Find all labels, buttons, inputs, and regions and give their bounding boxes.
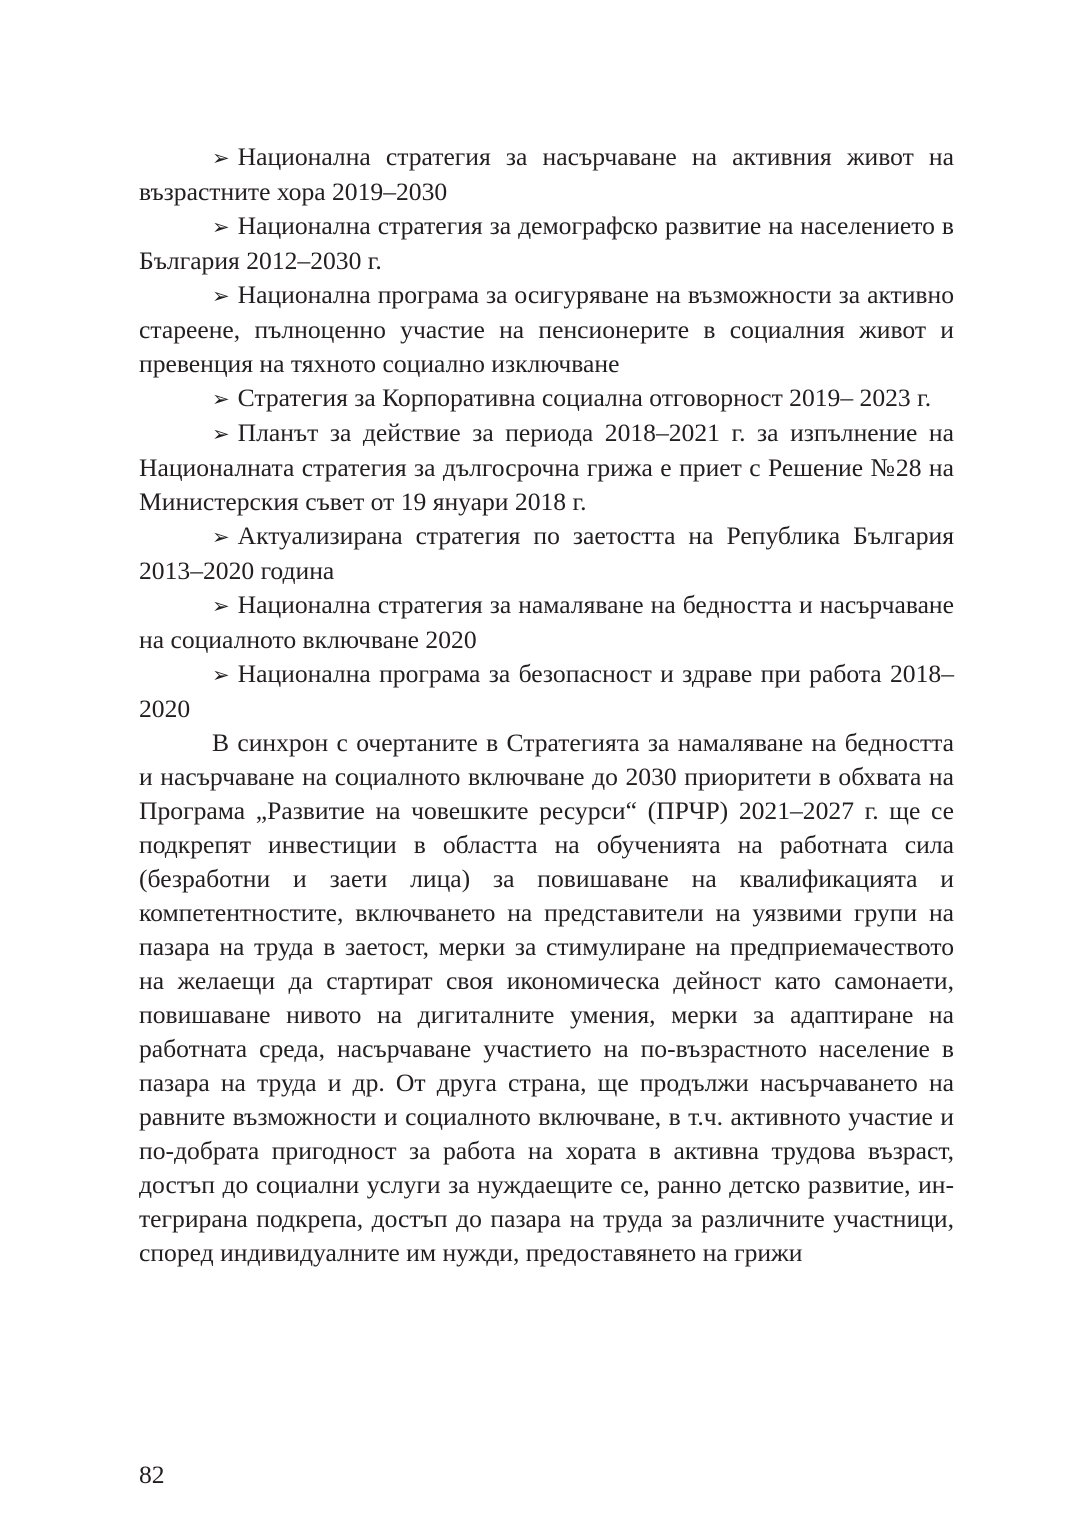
arrowhead-bullet-icon: ➢ [212, 422, 230, 446]
bullet-item-8 [139, 657, 954, 726]
bullet-text: Национална стратегия за насърчаване на активния живот на възрастните хора 2019–2030 [139, 142, 954, 206]
arrowhead-bullet-icon: ➢ [212, 663, 230, 687]
bullet-text: Стратегия за Корпоративна социална отговорност 2019– 2023 г. [237, 383, 932, 412]
bullet-text: Национална програма за безопасност и здраве при работа 2018–2020 [139, 659, 954, 723]
arrowhead-bullet-icon: ➢ [212, 525, 230, 549]
bullet-item-5 [139, 416, 954, 519]
arrowhead-bullet-icon: ➢ [212, 146, 230, 170]
bullet-item-4 [139, 381, 954, 416]
arrowhead-bullet-icon: ➢ [212, 284, 230, 308]
bullet-text: Актуализирана стратегия по заетостта на Република България 2013–2020 година [139, 521, 954, 585]
bullet-text: Планът за действие за периода 2018–2021 г. за изпълнение на Националната стратегия за дългосрочна грижа е приет с Решение №28 на Министерския съвет от 19 януари 2018 г. [139, 418, 954, 516]
page-number: 82 [139, 1460, 165, 1489]
page-content [139, 140, 954, 1270]
bullet-text: Национална стратегия за намаляване на бедността и насърчаване на социалното включване 2020 [139, 590, 954, 654]
bullet-item-7 [139, 588, 954, 657]
bullet-text: Национална програма за осигуряване на възможности за активно стареене, пълноценно участие на пенсионерите в социалния живот и превенция на тяхното социално изключване [139, 280, 954, 378]
bullet-item-6 [139, 519, 954, 588]
bullet-item-3 [139, 278, 954, 381]
arrowhead-bullet-icon: ➢ [212, 594, 230, 618]
body-paragraph: В синхрон с очертаните в Стратегията за намаляване на бедността и насърчаване на социалното включване до 2030 приоритети в обхвата на Програма „Развитие на човешките ресурси“ (ПРЧР) 2021–2027 г. ще се подкрепят инвестиции в областта на обученията на работната сила (безработни и заети лица) за повишаване на квалификацията и компетентностите, включването на представители на уязвими групи на пазара на труда в заетост, мерки за стимулиране на предприемачеството на желаещи да стартират своя икономическа дейност като самонаети, повишаване нивото на дигиталните умения, мерки за адаптиране на работната среда, насърчаване участието на по-възрастното население в пазара на труда и др. От друга страна, ще продължи насърчаването на равните възможности и социалното включване, в т.ч. активното участие и по-добрата пригодност за работа на хората в активна трудова възраст, достъп до социални услуги за нуждаещите се, ранно детско развитие, интегрирана подкрепа, достъп до пазара на труда за различните участници, според индивидуалните им нужди, предоставянето на грижи [139, 728, 954, 1267]
arrowhead-bullet-icon: ➢ [212, 387, 230, 411]
bullet-item-2 [139, 209, 954, 278]
arrowhead-bullet-icon: ➢ [212, 215, 230, 239]
bullet-text: Национална стратегия за демографско развитие на населението в България 2012–2030 г. [139, 211, 954, 275]
bullet-item-1 [139, 140, 954, 209]
